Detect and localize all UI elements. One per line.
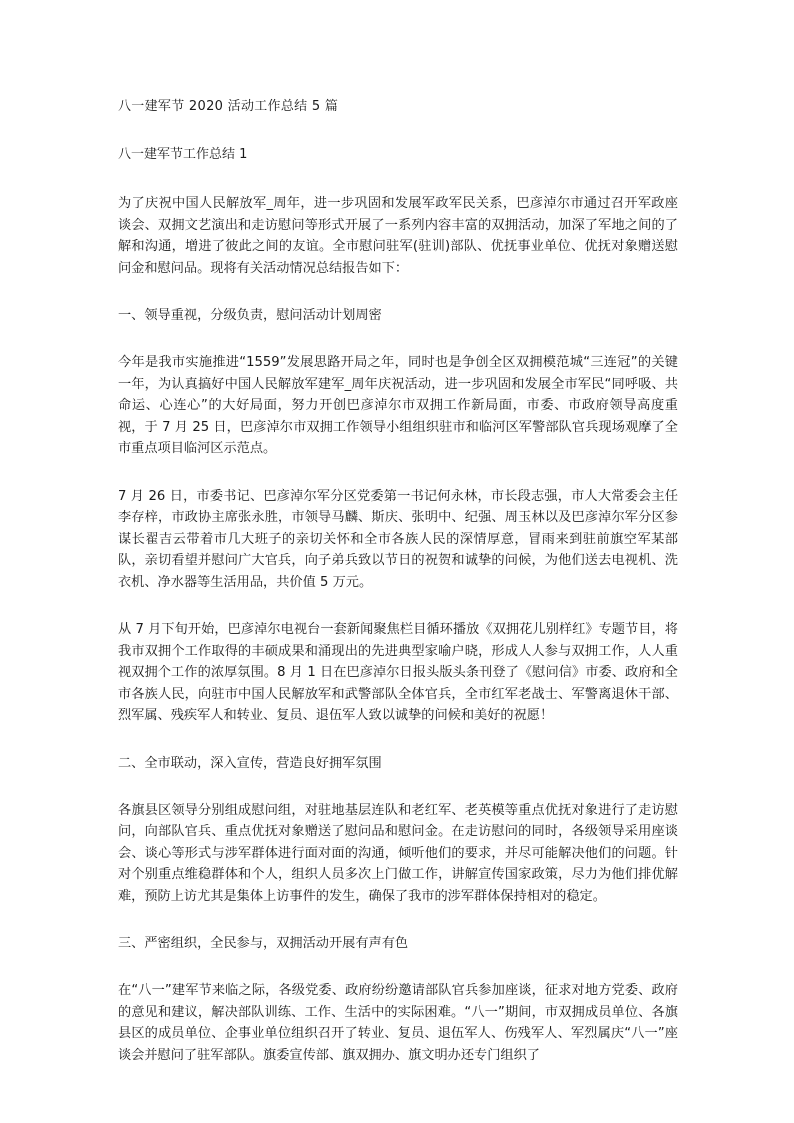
section-heading-3: 三、严密组织，全民参与，双拥活动开展有声有色: [118, 936, 409, 951]
section-1-paragraph-1: 今年是我市实施推进“1559”发展思路开局之年，同时也是争创全区双拥模范城“三连冠”的关键一年，为认真搞好中国人民解放军建军_周年庆祝活动，进一步巩固和发展全市军民“同呼吸、共命运、心连心”的大好局面，努力开创巴彦淖尔市双拥工作新局面，市委、市政府领导高度重视，于 7 月 25 日，巴彦淖尔市双拥工作领导小组组织驻市和临河区军警部队官兵现场观摩了全市重点项目临河区示范点。: [118, 355, 678, 456]
intro-paragraph: 为了庆祝中国人民解放军_周年，进一步巩固和发展军政军民关系，巴彦淖尔市通过召开军政座谈会、双拥文艺演出和走访慰问等形式开展了一系列内容丰富的双拥活动，加深了军地之间的了解和沟通，增进了彼此之间的友谊。全市慰问驻军(驻训)部队、优抚事业单位、优抚对象赠送慰问金和慰问品。现将有关活动情况总结报告如下：: [118, 196, 678, 276]
document-page: [118, 97, 678, 1066]
section-3-paragraph-1: 在“八一”建军节来临之际，各级党委、政府纷纷邀请部队官兵参加座谈，征求对地方党委、政府的意见和建议，解决部队训练、工作、生活中的实际困难。“八一”期间，市双拥成员单位、各旗县区的成员单位、企事业单位组织召开了转业、复员、退伍军人、伤残军人、军烈属庆“八一”座谈会并慰问了驻军部队。旗委宣传部、旗双拥办、旗文明办还专门组织了: [118, 983, 678, 1063]
document-subtitle: 八一建军节工作总结 1: [118, 147, 248, 162]
section-heading-2: 二、全市联动，深入宣传，营造良好拥军氛围: [118, 755, 382, 771]
document-title: 八一建军节 2020 活动工作总结 5 篇: [118, 99, 339, 114]
section-1-paragraph-3: 从 7 月下旬开始，巴彦淖尔电视台一套新闻聚焦栏目循环播放《双拥花儿别样红》专题节目，将我市双拥个工作取得的丰硕成果和涌现出的先进典型家喻户晓，形成人人参与双拥工作，人人重视双拥个工作的浓厚氛围。8 月 1 日在巴彦淖尔日报头版头条刊登了《慰问信》市委、政府和全市各族人民，向驻市中国人民解放军和武警部队全体官兵，全市红军老战士、军警离退休干部、烈军属、残疾军人和转业、复员、退伍军人致以诚挚的问候和美好的祝愿！: [118, 622, 678, 723]
section-heading-1: 一、领导重视，分级负责，慰问活动计划周密: [118, 308, 382, 323]
section-2-paragraph-1: 各旗县区领导分别组成慰问组，对驻地基层连队和老红军、老英模等重点优抚对象进行了走访慰问，向部队官兵、重点优抚对象赠送了慰问品和慰问金。在走访慰问的同时，各级领导采用座谈会、谈心等形式与涉军群体进行面对面的沟通，倾听他们的要求，并尽可能解决他们的问题。针对个别重点维稳群体和个人，组织人员多次上门做工作，讲解宣传国家政策，尽力为他们排优解难，预防上访尤其是集体上访事件的发生，确保了我市的涉军群体保持相对的稳定。: [118, 802, 678, 904]
section-1-paragraph-2: 7 月 26 日，市委书记、巴彦淖尔军分区党委第一书记何永林，市长段志强，市人大常委会主任李存梓，市政协主席张永胜，市领导马麟、斯庆、张明中、纪强、周玉林以及巴彦淖尔军分区参谋长翟吉云带着市几大班子的亲切关怀和全市各族人民的深情厚意，冒雨来到驻前旗空军某部队，亲切看望并慰问广大官兵，向子弟兵致以节日的祝贺和诚挚的问候，为他们送去电视机、洗衣机、净水器等生活用品，共价值 5 万元。: [118, 488, 678, 590]
